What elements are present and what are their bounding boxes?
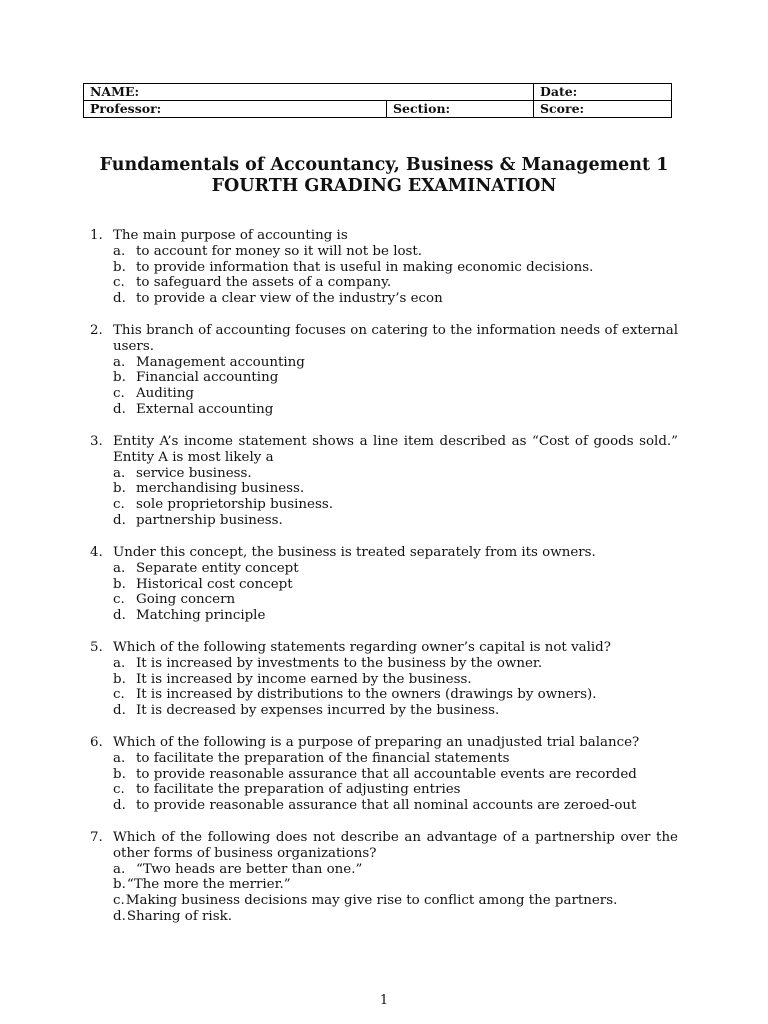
option-text: It is increased by income earned by the business.	[136, 671, 472, 687]
option-a[interactable]	[113, 862, 678, 878]
question-stem	[90, 640, 678, 656]
question-stem	[90, 434, 678, 466]
score-field[interactable]: Score:	[534, 101, 672, 118]
option-letter: a.	[113, 655, 126, 671]
info-row-1	[84, 84, 672, 101]
question-text: The main purpose of accounting is	[113, 228, 348, 243]
option-text: to provide reasonable assurance that all accountable events are recorded	[136, 766, 637, 782]
option-d[interactable]	[113, 513, 678, 529]
question-text: Which of the following statements regarding owner’s capital is not valid?	[113, 640, 611, 655]
option-letter: a.	[113, 861, 126, 877]
option-letter: b.	[113, 671, 126, 687]
option-letter: c.	[113, 497, 125, 513]
option-text: “Two heads are better than one.”	[136, 861, 363, 877]
option-a[interactable]	[113, 466, 678, 482]
question-number: 6.	[90, 735, 103, 750]
question-stem	[90, 228, 678, 244]
option-b[interactable]	[113, 577, 678, 593]
question-6	[90, 735, 678, 814]
option-letter: a.	[113, 354, 126, 370]
option-letter: a.	[113, 560, 126, 576]
option-letter: c.	[113, 275, 125, 291]
option-letter: b.	[113, 481, 126, 497]
option-letter: c.	[113, 592, 125, 608]
option-text: to provide reasonable assurance that all nominal accounts are zeroed-out	[136, 798, 637, 814]
option-d[interactable]	[113, 608, 678, 624]
option-text: to facilitate the preparation of the financial statements	[136, 750, 510, 766]
question-2	[90, 323, 678, 418]
question-number: 3.	[90, 434, 103, 449]
option-text: “The more the merrier.”	[126, 877, 291, 893]
option-text: to provide a clear view of the industry’s econ	[136, 291, 443, 307]
option-text: Financial accounting	[136, 370, 279, 386]
option-c[interactable]	[113, 893, 678, 909]
option-letter: b.	[113, 576, 126, 592]
question-5	[90, 640, 678, 719]
option-a[interactable]	[113, 561, 678, 577]
question-number: 5.	[90, 640, 103, 655]
option-b[interactable]	[113, 370, 678, 386]
option-c[interactable]	[113, 497, 678, 513]
option-text: It is increased by distributions to the owners (drawings by owners).	[136, 687, 597, 703]
option-a[interactable]	[113, 355, 678, 371]
option-text: Separate entity concept	[136, 560, 299, 576]
option-a[interactable]	[113, 244, 678, 260]
exam-title: Fundamentals of Accountancy, Business & Management 1	[99, 155, 669, 175]
option-a[interactable]	[113, 656, 678, 672]
option-a[interactable]	[113, 751, 678, 767]
option-text: sole proprietorship business.	[136, 497, 333, 513]
option-b[interactable]	[113, 877, 678, 893]
option-letter: a.	[113, 465, 126, 481]
name-field[interactable]: NAME:	[84, 84, 534, 101]
option-c[interactable]	[113, 592, 678, 608]
option-text: to facilitate the preparation of adjusting entries	[136, 782, 461, 798]
option-letter: a.	[113, 243, 126, 259]
option-text: It is decreased by expenses incurred by the business.	[136, 703, 500, 719]
question-number: 7.	[90, 830, 103, 845]
option-letter: d.	[113, 512, 126, 528]
option-d[interactable]	[113, 909, 678, 925]
option-text: Matching principle	[136, 608, 266, 624]
option-c[interactable]	[113, 782, 678, 798]
student-info-table	[83, 83, 672, 118]
option-letter: d.	[113, 798, 126, 814]
option-letter: d.	[113, 401, 126, 417]
question-text: Under this concept, the business is treated separately from its owners.	[113, 545, 596, 560]
option-c[interactable]	[113, 386, 678, 402]
option-text: to account for money so it will not be lost.	[136, 243, 423, 259]
question-stem	[90, 323, 678, 355]
option-text: Historical cost concept	[136, 576, 293, 592]
option-letter: d.	[113, 291, 126, 307]
option-text: to provide information that is useful in making economic decisions.	[136, 259, 594, 275]
option-b[interactable]	[113, 767, 678, 783]
option-letter: c.	[113, 386, 125, 402]
option-letter: c.	[113, 687, 125, 703]
question-stem	[90, 545, 678, 561]
option-letter: b.	[113, 766, 126, 782]
option-b[interactable]	[113, 481, 678, 497]
question-7	[90, 830, 678, 925]
question-1	[90, 228, 678, 307]
option-text: Going concern	[136, 592, 236, 608]
question-number: 2.	[90, 323, 103, 338]
option-b[interactable]	[113, 260, 678, 276]
option-letter: b.	[113, 370, 126, 386]
option-d[interactable]	[113, 798, 678, 814]
option-c[interactable]	[113, 275, 678, 291]
option-letter: b.	[113, 259, 126, 275]
option-text: It is increased by investments to the business by the owner.	[136, 655, 543, 671]
question-stem	[90, 830, 678, 862]
question-3	[90, 434, 678, 529]
question-4	[90, 545, 678, 624]
question-number: 4.	[90, 545, 103, 560]
option-d[interactable]	[113, 703, 678, 719]
option-text: Management accounting	[136, 354, 305, 370]
question-text: This branch of accounting focuses on catering to the information needs of external users.	[113, 323, 678, 354]
page-number: 1	[379, 993, 389, 1008]
professor-field[interactable]: Professor:	[84, 101, 387, 118]
option-text: partnership business.	[136, 512, 283, 528]
option-text: External accounting	[136, 401, 274, 417]
option-text: merchandising business.	[136, 481, 305, 497]
option-b[interactable]	[113, 672, 678, 688]
option-letter: d.	[113, 703, 126, 719]
option-text: Making business decisions may give rise to conflict among the partners.	[125, 893, 618, 909]
option-letter: a.	[113, 750, 126, 766]
question-text: Entity A’s income statement shows a line item described as “Cost of goods sold.” Entity A is most likely a	[113, 434, 678, 465]
option-c[interactable]	[113, 687, 678, 703]
question-text: Which of the following is a purpose of preparing an unadjusted trial balance?	[113, 735, 640, 750]
option-text: service business.	[136, 465, 252, 481]
info-row-2	[84, 101, 672, 118]
question-stem	[90, 735, 678, 751]
date-field[interactable]: Date:	[534, 84, 672, 101]
question-text: Which of the following does not describe an advantage of a partnership over the other forms of business organizations?	[113, 830, 678, 861]
option-letter: d.	[113, 908, 126, 924]
section-field[interactable]: Section:	[387, 101, 534, 118]
option-d[interactable]	[113, 402, 678, 418]
option-text: Auditing	[136, 386, 195, 402]
option-d[interactable]	[113, 291, 678, 307]
option-letter: b.	[113, 877, 126, 893]
exam-subtitle: FOURTH GRADING EXAMINATION	[211, 176, 557, 196]
option-text: Sharing of risk.	[126, 908, 232, 924]
option-text: to safeguard the assets of a company.	[136, 275, 392, 291]
option-letter: c.	[113, 893, 125, 909]
question-number: 1.	[90, 228, 103, 243]
option-letter: c.	[113, 782, 125, 798]
option-letter: d.	[113, 608, 126, 624]
